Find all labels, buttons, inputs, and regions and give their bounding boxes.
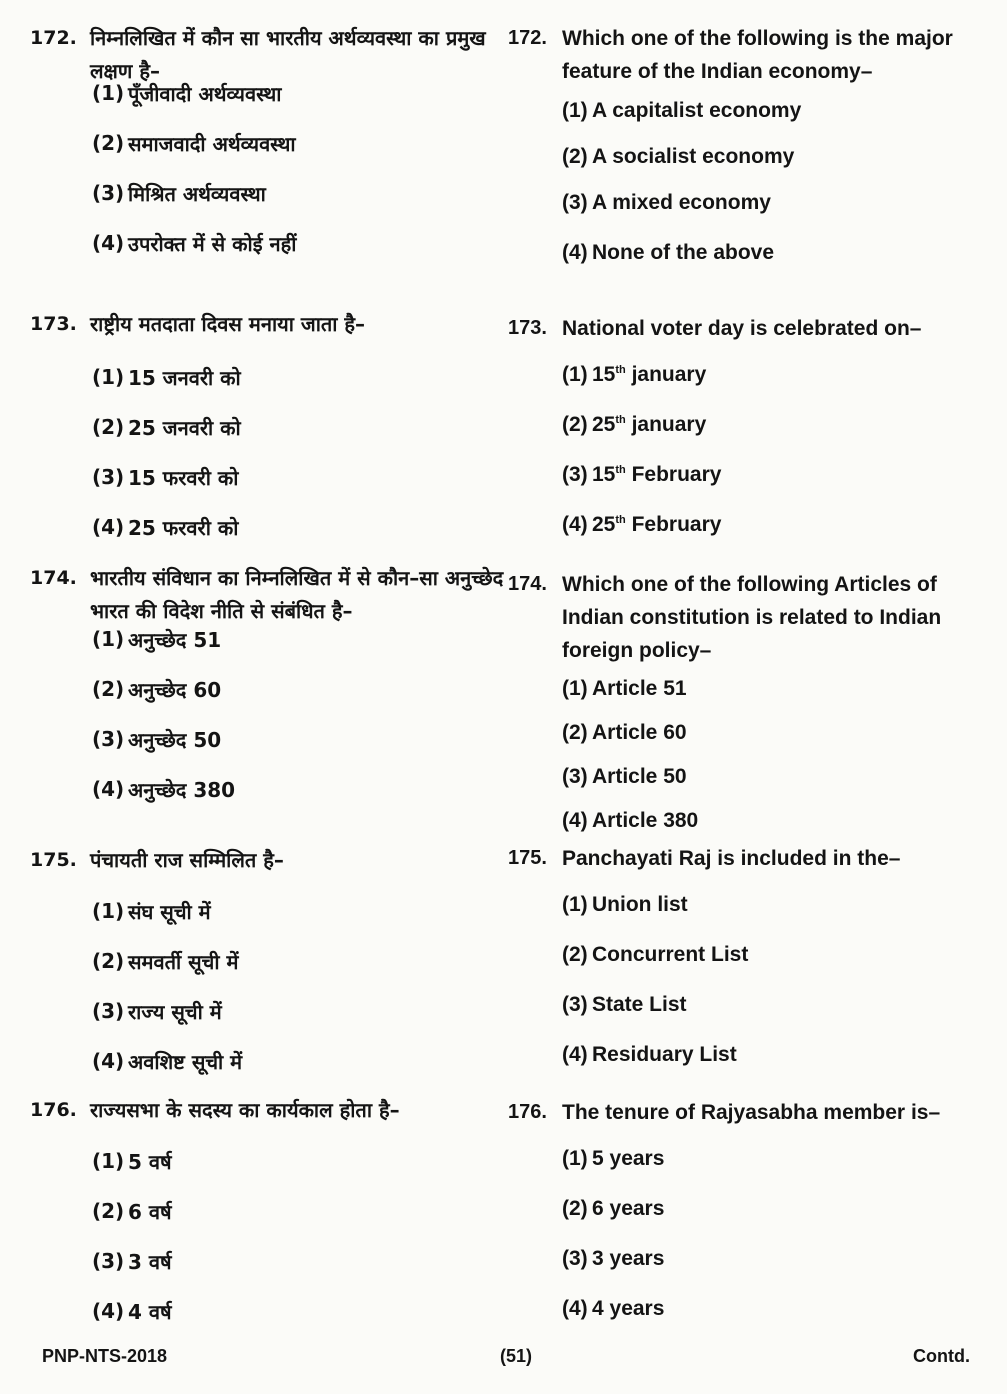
option-number: (1) — [92, 1149, 125, 1173]
option-value: 4 वर्ष — [128, 1299, 172, 1324]
option-text — [592, 1297, 664, 1321]
question-text: भारतीय संविधान का निम्नलिखित में से कौन–सा अनुच्छेद भारत की विदेश नीति से संबंधित है– — [90, 566, 504, 623]
option-text — [592, 1247, 664, 1271]
option-number: (4) — [92, 777, 125, 801]
question-number: 175. — [30, 849, 77, 871]
option-text — [592, 363, 706, 387]
option-number: (2) — [92, 1199, 125, 1223]
ordinal-suffix: th — [615, 414, 626, 426]
option-number: (3) — [92, 999, 125, 1023]
question-text: राज्यसभा के सदस्य का कार्यकाल होता है– — [90, 1098, 400, 1122]
option-4 — [30, 218, 508, 268]
option-3 — [508, 450, 978, 500]
question-header — [508, 22, 978, 88]
option-1 — [508, 880, 978, 930]
option-text — [128, 626, 221, 653]
option-1 — [30, 886, 508, 936]
option-text — [128, 1248, 172, 1275]
option-number: (3) — [92, 1249, 125, 1273]
option-value: अनुच्छेद 50 — [128, 727, 222, 752]
option-value: Article 51 — [592, 677, 687, 700]
option-2 — [30, 1186, 508, 1236]
question-number: 172. — [30, 27, 77, 49]
option-text — [592, 721, 687, 745]
option-3 — [30, 714, 508, 764]
question-number: 173. — [30, 313, 77, 335]
option-2 — [30, 936, 508, 986]
option-value: समाजवादी अर्थव्यवस्था — [128, 131, 296, 156]
question-number: 176. — [508, 1101, 547, 1123]
option-number: (3) — [562, 1247, 588, 1270]
option-text — [592, 513, 721, 537]
option-text — [128, 130, 296, 157]
continued-label: Contd. — [913, 1346, 970, 1366]
option-value: 4 years — [592, 1297, 665, 1320]
ordinal-suffix: th — [615, 364, 626, 376]
question-number: 174. — [508, 573, 547, 595]
option-number: (4) — [562, 513, 588, 536]
option-number: (3) — [562, 191, 588, 214]
option-number: (1) — [92, 627, 125, 651]
option-text — [128, 1148, 172, 1175]
option-number: (2) — [562, 1197, 588, 1220]
hindi-question-173 — [30, 308, 508, 540]
question-number: 175. — [508, 847, 547, 869]
option-text — [128, 1298, 172, 1325]
option-4 — [508, 796, 978, 846]
option-text — [592, 993, 687, 1017]
question-header — [30, 1094, 508, 1127]
question-text: पंचायती राज सम्मिलित है– — [90, 848, 284, 872]
question-header — [30, 308, 508, 341]
option-1 — [30, 68, 508, 118]
option-value: 25 — [592, 413, 616, 436]
option-3 — [508, 752, 978, 802]
option-value: 3 years — [592, 1247, 665, 1270]
option-value: 6 वर्ष — [128, 1199, 172, 1224]
option-text — [592, 1197, 664, 1221]
option-value: None of the above — [592, 241, 775, 264]
option-value: 6 years — [592, 1197, 665, 1220]
page-footer — [30, 1346, 970, 1374]
question-header — [508, 1096, 978, 1129]
option-value: अनुच्छेद 51 — [128, 627, 222, 652]
option-3 — [508, 1234, 978, 1284]
option-month: january — [625, 413, 707, 436]
option-number: (1) — [562, 363, 588, 386]
option-value: Article 380 — [592, 809, 699, 832]
question-text: Which one of the following is the major feature of the Indian economy– — [562, 27, 953, 83]
option-value: 15 — [592, 463, 616, 486]
option-number: (1) — [562, 99, 588, 122]
option-text — [128, 676, 221, 703]
option-text — [128, 726, 221, 753]
option-4 — [508, 1284, 978, 1334]
option-text — [592, 413, 706, 437]
option-number: (2) — [562, 721, 588, 744]
ordinal-suffix: th — [615, 514, 626, 526]
option-value: 25 जनवरी को — [128, 415, 241, 440]
option-value: 15 फरवरी को — [128, 465, 239, 490]
option-2 — [30, 664, 508, 714]
option-value: Union list — [592, 893, 688, 916]
option-2 — [508, 1184, 978, 1234]
english-question-173 — [508, 312, 978, 536]
option-text — [128, 948, 238, 975]
option-value: अनुच्छेद 60 — [128, 677, 222, 702]
hindi-question-176 — [30, 1094, 508, 1324]
option-1 — [508, 350, 978, 400]
question-text: The tenure of Rajyasabha member is– — [562, 1101, 941, 1124]
option-value: Article 50 — [592, 765, 687, 788]
english-question-176 — [508, 1096, 978, 1320]
option-text — [128, 514, 238, 541]
option-4 — [30, 502, 508, 552]
option-3 — [30, 452, 508, 502]
option-number: (2) — [562, 145, 588, 168]
option-number: (2) — [562, 943, 588, 966]
option-value: Concurrent List — [592, 943, 749, 966]
question-header — [508, 312, 978, 345]
option-value: पूँजीवादी अर्थव्यवस्था — [128, 81, 282, 106]
option-text — [128, 364, 241, 391]
question-text: Panchayati Raj is included in the– — [562, 847, 901, 870]
question-header — [508, 842, 978, 875]
paper-code: PNP-NTS-2018 — [42, 1346, 168, 1366]
option-number: (1) — [562, 677, 588, 700]
option-text — [128, 414, 241, 441]
option-text — [592, 765, 687, 789]
option-3 — [30, 168, 508, 218]
hindi-question-174 — [30, 562, 508, 802]
option-number: (3) — [92, 465, 125, 489]
question-header — [508, 568, 978, 667]
option-2 — [508, 132, 978, 182]
option-number: (2) — [92, 415, 125, 439]
question-text: निम्नलिखित में कौन सा भारतीय अर्थव्यवस्था का प्रमुख लक्षण है– — [90, 26, 486, 83]
option-text — [128, 998, 222, 1025]
option-value: Article 60 — [592, 721, 687, 744]
option-value: समवर्ती सूची में — [128, 949, 239, 974]
option-number: (3) — [92, 181, 125, 205]
option-value: 5 वर्ष — [128, 1149, 172, 1174]
option-number: (2) — [92, 949, 125, 973]
question-number: 173. — [508, 317, 547, 339]
option-3 — [30, 1236, 508, 1286]
option-text — [592, 145, 794, 169]
option-2 — [30, 118, 508, 168]
question-text: Which one of the following Articles of Indian constitution is related to Indian foreign policy– — [562, 573, 942, 662]
option-text — [592, 1147, 664, 1171]
option-month: january — [625, 363, 707, 386]
english-question-174 — [508, 568, 978, 832]
option-text — [128, 464, 238, 491]
option-text — [592, 99, 801, 123]
question-number: 176. — [30, 1099, 77, 1121]
option-value: Residuary List — [592, 1043, 737, 1066]
option-value: उपरोक्त में से कोई नहीं — [128, 231, 297, 256]
option-value: State List — [592, 993, 687, 1016]
option-text — [592, 943, 748, 967]
option-number: (4) — [562, 1043, 588, 1066]
option-value: 25 फरवरी को — [128, 515, 239, 540]
option-4 — [508, 228, 978, 278]
option-value: 5 years — [592, 1147, 665, 1170]
option-number: (1) — [562, 1147, 588, 1170]
option-1 — [508, 664, 978, 714]
hindi-question-175 — [30, 844, 508, 1074]
option-text — [128, 80, 281, 107]
option-1 — [30, 352, 508, 402]
english-question-175 — [508, 842, 978, 1066]
option-4 — [30, 764, 508, 814]
option-text — [592, 893, 688, 917]
option-value: 3 वर्ष — [128, 1249, 172, 1274]
option-number: (3) — [562, 463, 588, 486]
option-value: 15 — [592, 363, 616, 386]
question-number: 174. — [30, 567, 77, 589]
option-value: 25 — [592, 513, 616, 536]
hindi-question-172 — [30, 22, 508, 256]
question-text: National voter day is celebrated on– — [562, 317, 922, 340]
option-number: (4) — [562, 809, 588, 832]
option-4 — [508, 1030, 978, 1080]
option-2 — [508, 708, 978, 758]
option-number: (4) — [92, 515, 125, 539]
option-text — [128, 1048, 242, 1075]
option-text — [592, 1043, 737, 1067]
option-2 — [508, 400, 978, 450]
option-value: अवशिष्ट सूची में — [128, 1049, 243, 1074]
option-value: A capitalist economy — [592, 99, 802, 122]
option-number: (2) — [92, 131, 125, 155]
option-number: (3) — [92, 727, 125, 751]
option-3 — [508, 980, 978, 1030]
option-3 — [30, 986, 508, 1036]
option-number: (1) — [562, 893, 588, 916]
option-number: (4) — [562, 1297, 588, 1320]
option-1 — [508, 1134, 978, 1184]
option-text — [592, 191, 771, 215]
option-2 — [30, 402, 508, 452]
option-number: (4) — [92, 1049, 125, 1073]
option-4 — [30, 1036, 508, 1086]
question-text: राष्ट्रीय मतदाता दिवस मनाया जाता है– — [90, 312, 366, 336]
option-text — [592, 463, 721, 487]
option-value: अनुच्छेद 380 — [128, 777, 236, 802]
option-text — [128, 898, 211, 925]
option-value: A mixed economy — [592, 191, 771, 214]
option-text — [128, 1198, 172, 1225]
option-number: (2) — [92, 677, 125, 701]
option-month: February — [625, 463, 722, 486]
english-question-172 — [508, 22, 978, 264]
option-value: राज्य सूची में — [128, 999, 222, 1024]
option-number: (4) — [562, 241, 588, 264]
option-1 — [30, 1136, 508, 1186]
option-month: February — [625, 513, 722, 536]
question-header — [30, 844, 508, 877]
question-number: 172. — [508, 27, 547, 49]
option-number: (1) — [92, 899, 125, 923]
option-2 — [508, 930, 978, 980]
option-4 — [508, 500, 978, 550]
option-number: (3) — [562, 993, 588, 1016]
option-value: मिश्रित अर्थव्यवस्था — [128, 181, 266, 206]
page-number: (51) — [500, 1346, 533, 1366]
option-number: (2) — [562, 413, 588, 436]
option-text — [592, 677, 687, 701]
option-value: संघ सूची में — [128, 899, 211, 924]
option-number: (4) — [92, 1299, 125, 1323]
option-1 — [508, 86, 978, 136]
option-text — [128, 776, 235, 803]
option-text — [592, 809, 698, 833]
option-number: (3) — [562, 765, 588, 788]
option-4 — [30, 1286, 508, 1336]
ordinal-suffix: th — [615, 464, 626, 476]
option-value: A socialist economy — [592, 145, 795, 168]
option-number: (1) — [92, 365, 125, 389]
option-1 — [30, 614, 508, 664]
option-value: 15 जनवरी को — [128, 365, 241, 390]
option-number: (4) — [92, 231, 125, 255]
option-number: (1) — [92, 81, 125, 105]
option-3 — [508, 178, 978, 228]
option-text — [128, 180, 266, 207]
option-text — [592, 241, 774, 265]
option-text — [128, 230, 296, 257]
